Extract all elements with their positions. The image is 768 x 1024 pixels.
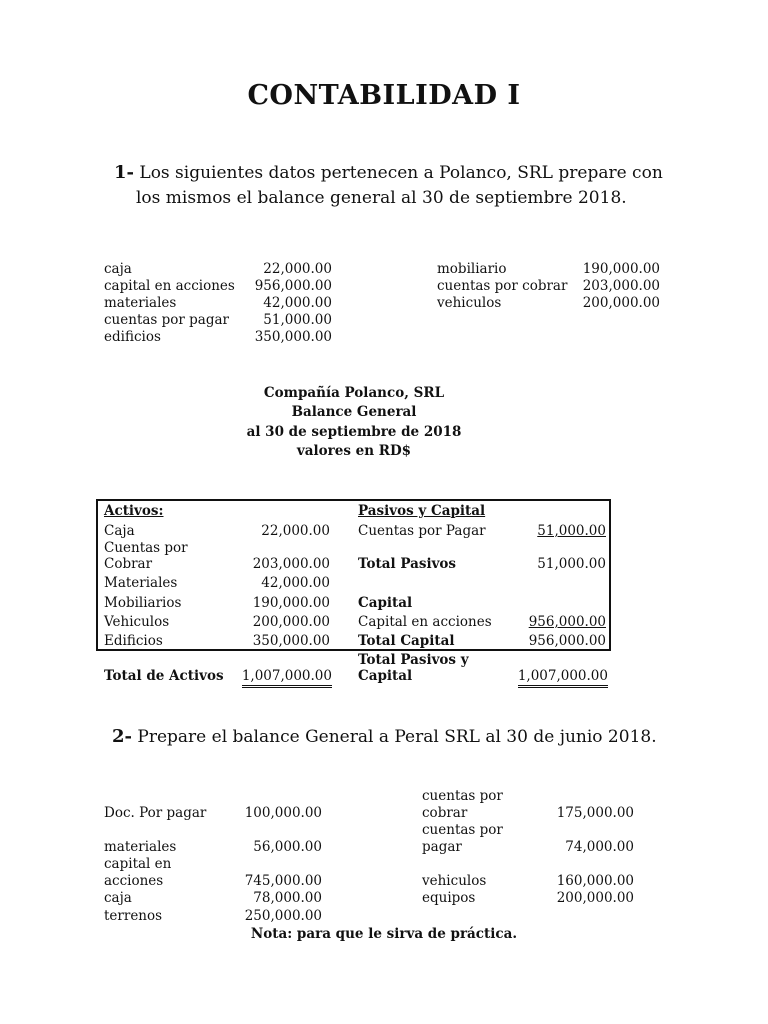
data-label: edificios [104,329,161,345]
capital-amount: 956,000.00 [528,614,606,630]
asset-value: 350,000.00 [252,633,330,649]
data-value: 74,000.00 [565,839,634,855]
asset-label: Caja [104,523,135,539]
question-2 [112,725,657,749]
liabilities-heading: Pasivos y Capital [358,503,486,519]
data-label: caja [104,890,132,906]
data-value: 56,000.00 [253,839,322,855]
question-1 [114,161,663,185]
total-liab-capital-amount: 1,007,000.00 [518,668,608,688]
asset-value: 22,000.00 [261,523,330,539]
data-label: terrenos [104,908,163,924]
data-label: cuentas por [422,788,503,804]
data-label: cobrar [422,805,468,821]
capital-label: Capital en acciones [358,614,492,630]
statement-name: Balance General [291,404,417,420]
total-liab-capital-label-1: Total Pasivos y [358,652,469,668]
data-label: cuentas por [422,822,503,838]
asset-value: 190,000.00 [252,595,330,611]
asset-label: Vehiculos [104,614,170,630]
data-label: pagar [422,839,462,855]
asset-label: Edificios [104,633,163,649]
data-label: cuentas por pagar [104,312,229,328]
company-name: Compañía Polanco, SRL [263,385,445,401]
data-label: vehiculos [437,295,502,311]
total-liab-capital-label-2: Capital [358,668,413,684]
asset-value: 200,000.00 [252,614,330,630]
data-value: 51,000.00 [263,312,332,328]
data-value: 203,000.00 [582,278,660,294]
asset-label: Cobrar [104,556,153,572]
liability-amount: 51,000.00 [537,523,606,539]
data-value: 350,000.00 [254,329,332,345]
data-label: equipos [422,890,476,906]
data-label: acciones [104,873,164,889]
data-label: capital en acciones [104,278,235,294]
data-label: vehiculos [422,873,487,889]
question-1-number: 1- [114,162,134,183]
data-value: 200,000.00 [556,890,634,906]
total-liab-capital-value [500,668,608,685]
question-2-text: Prepare el balance General a Peral SRL al 30 de junio 2018. [137,727,657,747]
asset-label: Materiales [104,575,178,591]
liability-label: Cuentas por Pagar [358,523,486,539]
statement-date: al 30 de septiembre de 2018 [246,424,462,440]
total-assets-amount: 1,007,000.00 [242,668,332,688]
total-capital-label: Total Capital [358,633,455,649]
data-value: 956,000.00 [254,278,332,294]
data-value: 190,000.00 [582,261,660,277]
asset-label: Mobiliarios [104,595,182,611]
liability-value [506,523,606,540]
capital-value [506,614,606,631]
asset-label: Cuentas por [104,540,188,556]
practice-note: Nota: para que le sirva de práctica. [250,926,518,942]
assets-heading: Activos: [104,503,164,519]
asset-value: 203,000.00 [252,556,330,572]
question-1-line1: Los siguientes datos pertenecen a Polanco, SRL prepare con [139,163,663,183]
total-assets-value [228,668,332,685]
total-liabilities-label: Total Pasivos [358,556,457,572]
data-label: mobiliario [437,261,507,277]
total-capital-value: 956,000.00 [528,633,606,649]
data-label: capital en [104,856,172,872]
data-value: 42,000.00 [263,295,332,311]
asset-value: 42,000.00 [261,575,330,591]
data-label: cuentas por cobrar [437,278,568,294]
data-value: 745,000.00 [244,873,322,889]
data-value: 200,000.00 [582,295,660,311]
page-title: CONTABILIDAD I [247,80,521,111]
data-value: 78,000.00 [253,890,322,906]
data-label: Doc. Por pagar [104,805,207,821]
question-2-number: 2- [112,726,132,747]
data-value: 160,000.00 [556,873,634,889]
data-value: 250,000.00 [244,908,322,924]
data-value: 175,000.00 [556,805,634,821]
data-value: 100,000.00 [244,805,322,821]
data-label: materiales [104,839,177,855]
data-label: materiales [104,295,177,311]
statement-currency: valores en RD$ [296,443,412,459]
capital-heading: Capital [358,595,413,611]
data-label: caja [104,261,132,277]
total-liabilities-value: 51,000.00 [537,556,606,572]
data-value: 22,000.00 [263,261,332,277]
total-assets-label: Total de Activos [104,668,224,684]
question-1-line2: los mismos el balance general al 30 de septiembre 2018. [136,188,627,208]
